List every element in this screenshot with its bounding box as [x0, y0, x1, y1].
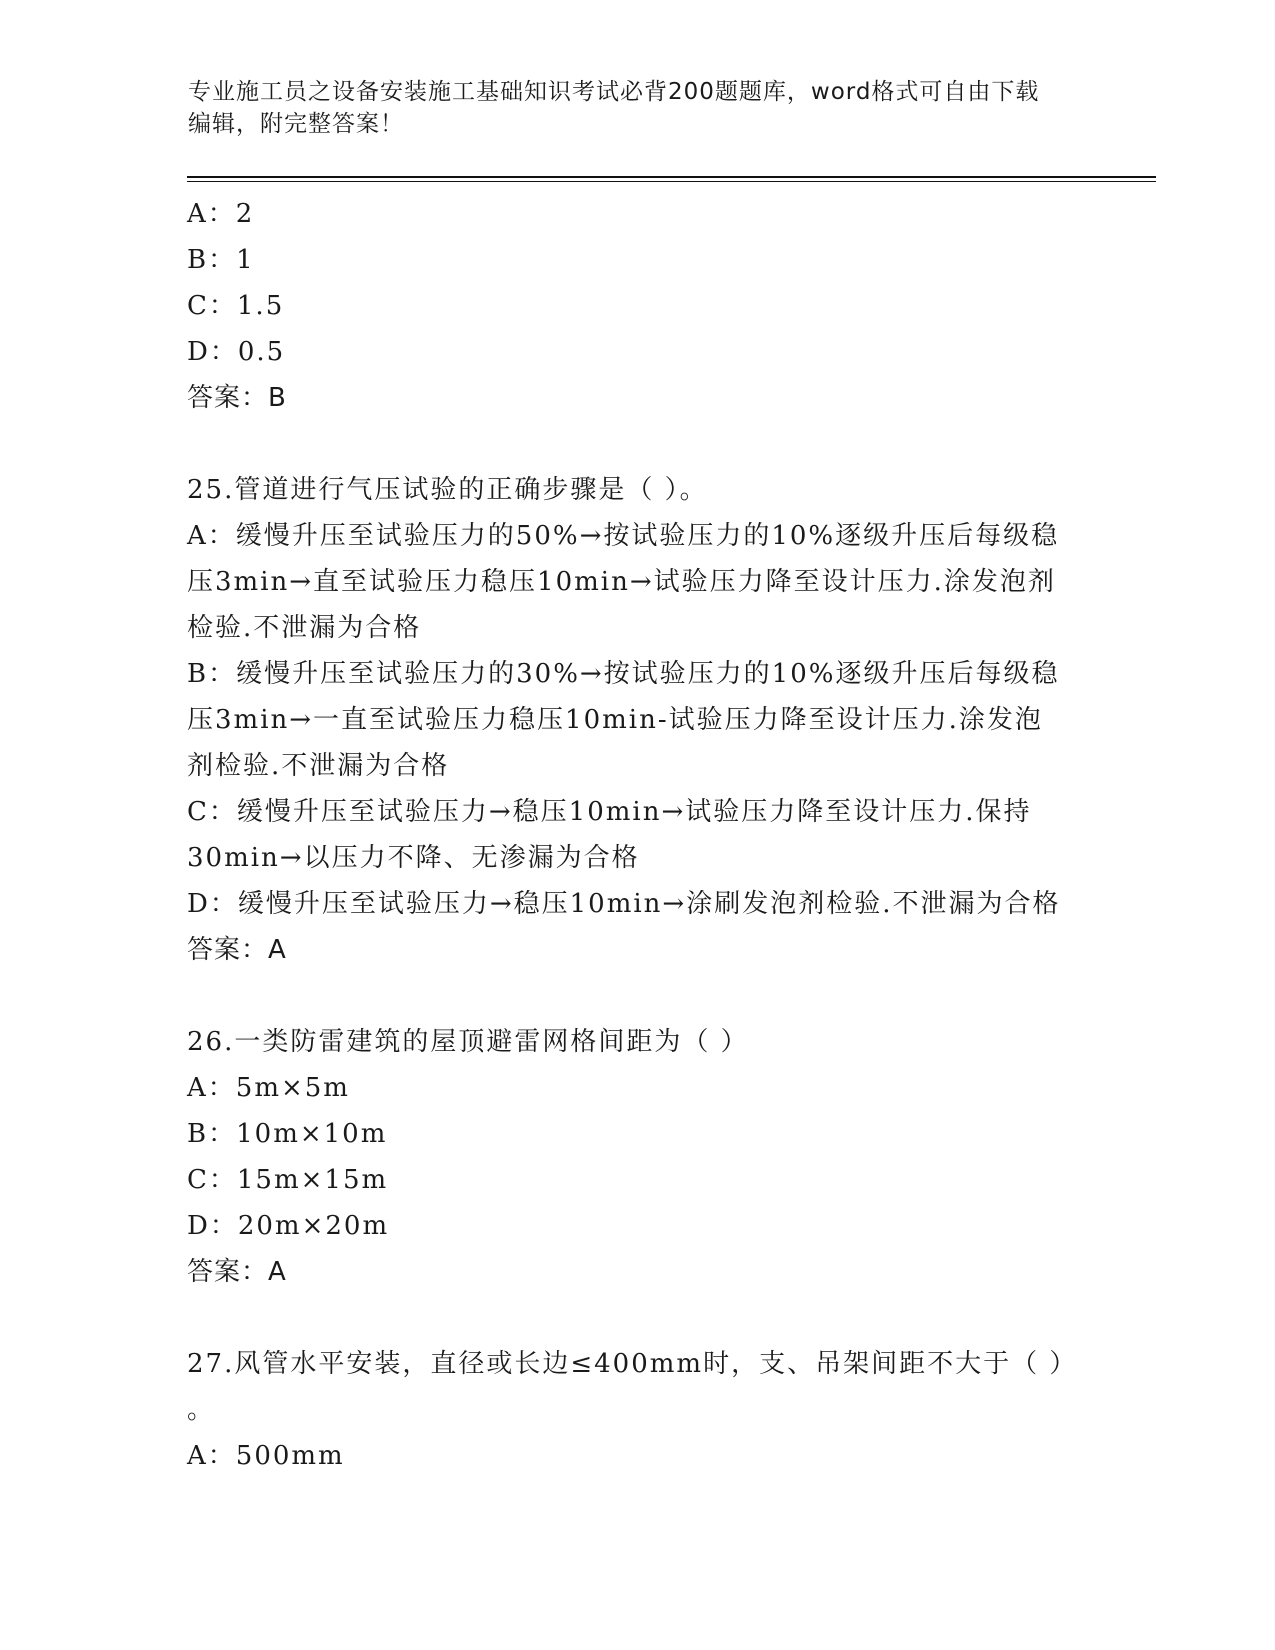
option-a-line-1: A：缓慢升压至试验压力的50%→按试验压力的10%逐级升压后每级稳 [187, 521, 1060, 551]
answer: 答案：A [187, 935, 287, 965]
option-c: C：15m×15m [187, 1165, 389, 1195]
option-b-line-2: 压3min→一直至试验压力稳压10min-试验压力降至设计压力.涂发泡 [187, 705, 1043, 735]
spacer [187, 973, 1087, 1019]
option-c-line-1: C：缓慢升压至试验压力→稳压10min→试验压力降至设计压力.保持 [187, 797, 1032, 827]
question-26 [187, 1019, 1087, 1295]
spacer [187, 421, 1087, 467]
answer: 答案：B [187, 383, 287, 413]
spacer [187, 1295, 1087, 1341]
option-b-line-3: 剂检验.不泄漏为合格 [187, 751, 450, 781]
option-d-line-1: D：缓慢升压至试验压力→稳压10min→涂刷发泡剂检验.不泄漏为合格 [187, 889, 1061, 919]
question-text-line-2: 。 [187, 1395, 216, 1425]
question-25 [187, 467, 1087, 973]
question-text: 25.管道进行气压试验的正确步骤是（ ）。 [187, 475, 708, 505]
document-header [188, 76, 1088, 140]
option-a: A：500mm [187, 1441, 345, 1471]
question-text: 26.一类防雷建筑的屋顶避雷网格间距为（ ） [187, 1027, 749, 1057]
question-27 [187, 1341, 1087, 1479]
option-c: C：1.5 [187, 291, 285, 321]
header-title-line-2: 编辑，附完整答案！ [188, 111, 404, 137]
document-body [187, 191, 1087, 1479]
option-a-line-3: 检验.不泄漏为合格 [187, 613, 422, 643]
option-b: B：10m×10m [187, 1119, 388, 1149]
option-c-line-2: 30min→以压力不降、无渗漏为合格 [187, 843, 640, 873]
header-divider-thin [187, 181, 1156, 182]
option-a: A：5m×5m [187, 1073, 350, 1103]
question-text-line-1: 27.风管水平安装，直径或长边≤400mm时，支、吊架间距不大于（ ） [187, 1349, 1078, 1379]
option-a-line-2: 压3min→直至试验压力稳压10min→试验压力降至设计压力.涂发泡剂 [187, 567, 1056, 597]
header-divider-thick [187, 176, 1156, 178]
question-24-options [187, 191, 1087, 421]
option-b: B：1 [187, 245, 255, 275]
option-b-line-1: B：缓慢升压至试验压力的30%→按试验压力的10%逐级升压后每级稳 [187, 659, 1060, 689]
option-a: A：2 [187, 199, 255, 229]
option-d: D：20m×20m [187, 1211, 390, 1241]
option-d: D：0.5 [187, 337, 286, 367]
header-title-line-1: 专业施工员之设备安装施工基础知识考试必背200题题库，word格式可自由下载 [188, 79, 1040, 105]
answer: 答案：A [187, 1257, 287, 1287]
